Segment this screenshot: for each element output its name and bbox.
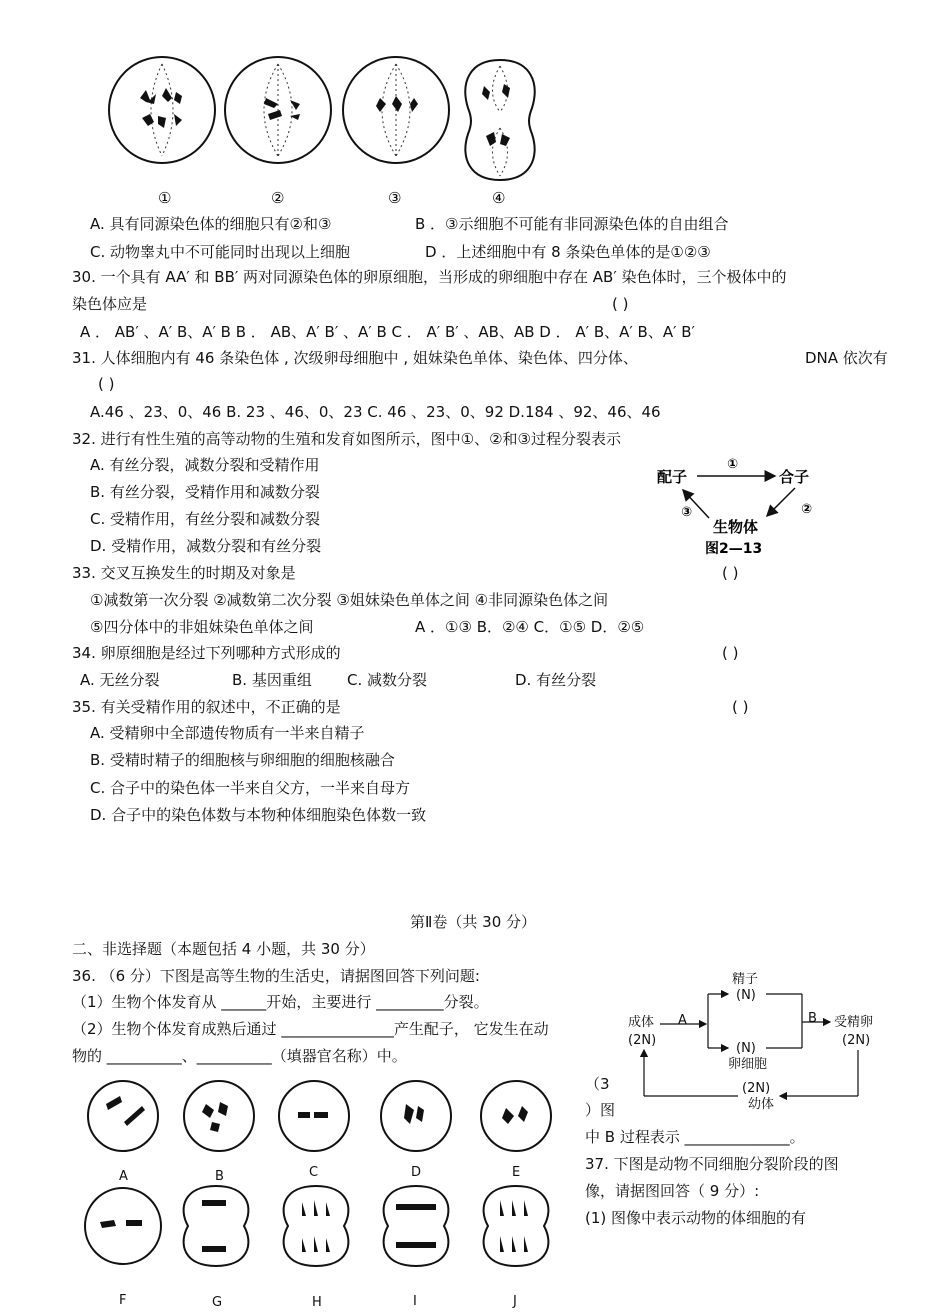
cell-label-3: ③	[388, 189, 402, 207]
q29-option-d: D ．上述细胞中有 8 条染色单体的是①②③	[425, 243, 711, 261]
q36-part-2-cont: 物的 __________、__________（填器官名称）中。	[72, 1047, 407, 1065]
step-a-label: A	[678, 1013, 687, 1028]
q32-option-d: D. 受精作用，减数分裂和有丝分裂	[90, 537, 322, 555]
step-b-label: B	[808, 1011, 817, 1026]
cell-label-d: D	[411, 1165, 422, 1180]
q31-answer-blank: ( )	[98, 375, 115, 393]
sperm-ploidy: (N)	[736, 988, 756, 1003]
q33-stem: 33. 交叉互换发生的时期及对象是	[72, 564, 296, 582]
life-cycle-diagram	[620, 966, 890, 1116]
q29-option-b: B ．③示细胞不可能有非同源染色体的自由组合	[415, 215, 729, 233]
q33-item-5: ⑤四分体中的非姐妹染色单体之间	[90, 618, 314, 636]
cell-label-a: A	[119, 1169, 128, 1184]
q32-option-a: A. 有丝分裂，减数分裂和受精作用	[90, 456, 320, 474]
q31-stem: 31. 人体细胞内有 46 条染色体 , 次级卵母细胞中 , 姐妹染色单体、染色体、四分体、	[72, 349, 638, 367]
q35-option-c: C. 合子中的染色体一半来自父方，一半来自母方	[90, 779, 411, 797]
cell-label-f: F	[119, 1293, 127, 1308]
cell-label-h: H	[312, 1295, 322, 1310]
q33-options: A ．①③ B．②④ C．①⑤ D．②⑤	[415, 618, 645, 636]
zygote-ploidy: (2N)	[842, 1033, 871, 1048]
cell-label-c: C	[309, 1165, 319, 1180]
q35-answer-blank: ( )	[732, 698, 749, 716]
q34-option-b: B. 基因重组	[232, 671, 312, 689]
q37-stem: 37. 下图是动物不同细胞分裂阶段的图	[585, 1155, 839, 1173]
adult-label: 成体	[628, 1015, 655, 1030]
bottom-cells-figure	[76, 1076, 566, 1316]
q37-stem-cont: 像，请据图回答（ 9 分）:	[585, 1182, 760, 1200]
step-3-label: ③	[681, 505, 693, 520]
q32-option-b: B. 有丝分裂，受精作用和减数分裂	[90, 483, 320, 501]
cell-label-b: B	[215, 1169, 224, 1184]
q35-option-a: A. 受精卵中全部遗传物质有一半来自精子	[90, 724, 365, 742]
zygote-label: 合子	[779, 468, 810, 486]
young-ploidy: (2N)	[742, 1081, 771, 1096]
q30-answer-blank: ( )	[612, 295, 629, 313]
q30-options: A ． AB′ 、A′ B、A′ B B ． AB、A′ B′ 、A′ B C ． A′ B′ 、AB、AB D ． A′ B、A′ B、A′ B′	[80, 323, 695, 341]
q35-option-d: D. 合子中的染色体数与本物种体细胞染色体数一致	[90, 806, 427, 824]
q32-cycle-diagram	[655, 452, 825, 562]
section-2-heading: 二、非选择题（本题包括 4 小题，共 30 分）	[72, 940, 375, 958]
cell-label-4: ④	[492, 189, 506, 207]
egg-ploidy: (N)	[736, 1041, 756, 1056]
sperm-label: 精子	[732, 972, 759, 987]
q34-option-c: C. 减数分裂	[347, 671, 428, 689]
q31-options: A.46 、23、0、46 B. 23 、46、0、23 C. 46 、23、0、92 D.184 、92、46、46	[90, 403, 661, 421]
q33-items: ①减数第一次分裂 ②减数第二次分裂 ③姐妹染色单体之间 ④非同源染色体之间	[90, 591, 609, 609]
young-label: 幼体	[748, 1097, 775, 1112]
q35-option-b: B. 受精时精子的细胞核与卵细胞的细胞核融合	[90, 751, 395, 769]
q31-stem-dna: DNA 依次有	[805, 349, 888, 367]
q29-option-a: A. 具有同源染色体的细胞只有②和③	[90, 215, 332, 233]
cell-label-1: ①	[158, 189, 172, 207]
q36-stem: 36. （6 分）下图是高等生物的生活史，请据图回答下列问题:	[72, 967, 480, 985]
step-2-label: ②	[801, 502, 813, 517]
q29-option-c: C. 动物睾丸中不可能同时出现以上细胞	[90, 243, 351, 261]
q34-answer-blank: ( )	[722, 644, 739, 662]
q34-stem: 34. 卵原细胞是经过下列哪种方式形成的	[72, 644, 341, 662]
cell-label-i: I	[413, 1294, 417, 1309]
cell-label-j: J	[513, 1294, 517, 1309]
q34-option-a: A. 无丝分裂	[80, 671, 160, 689]
zygote-label: 受精卵	[834, 1015, 874, 1030]
step-1-label: ①	[727, 457, 739, 472]
q34-option-d: D. 有丝分裂	[515, 671, 597, 689]
figure-caption: 图2—13	[705, 541, 763, 557]
q35-stem: 35. 有关受精作用的叙述中，不正确的是	[72, 698, 341, 716]
q36-part-3-a: （3	[585, 1075, 610, 1093]
cell-label-e: E	[512, 1165, 521, 1180]
top-cells-figure	[100, 52, 540, 212]
cell-label-2: ②	[271, 189, 285, 207]
gamete-label: 配子	[657, 468, 688, 486]
q32-option-c: C. 受精作用，有丝分裂和减数分裂	[90, 510, 321, 528]
q30-stem: 30. 一个具有 AA′ 和 BB′ 两对同源染色体的卵原细胞，当形成的卵细胞中存在 AB′ 染色体时，三个极体中的	[72, 268, 787, 286]
q30-stem-cont: 染色体应是	[72, 295, 148, 313]
q33-answer-blank: ( )	[722, 564, 739, 582]
cell-label-g: G	[212, 1295, 223, 1310]
q32-stem: 32. 进行有性生殖的高等动物的生殖和发育如图所示，图中①、②和③过程分裂表示	[72, 430, 621, 448]
q36-part-2: （2）生物个体发育成熟后通过 _______________产生配子， 它发生在动	[72, 1020, 549, 1038]
q36-part-1: （1）生物个体发育从 ______开始，主要进行 _________分裂。	[72, 993, 489, 1011]
q36-part-3-c: 中 B 过程表示 ______________。	[585, 1128, 805, 1146]
q36-part-3-b: ）图	[585, 1101, 616, 1119]
egg-label: 卵细胞	[728, 1057, 768, 1072]
adult-ploidy: (2N)	[628, 1033, 657, 1048]
q37-part-1: (1) 图像中表示动物的体细胞的有	[585, 1209, 807, 1227]
organism-label: 生物体	[713, 518, 759, 536]
section-2-title: 第Ⅱ卷（共 30 分）	[410, 913, 537, 931]
